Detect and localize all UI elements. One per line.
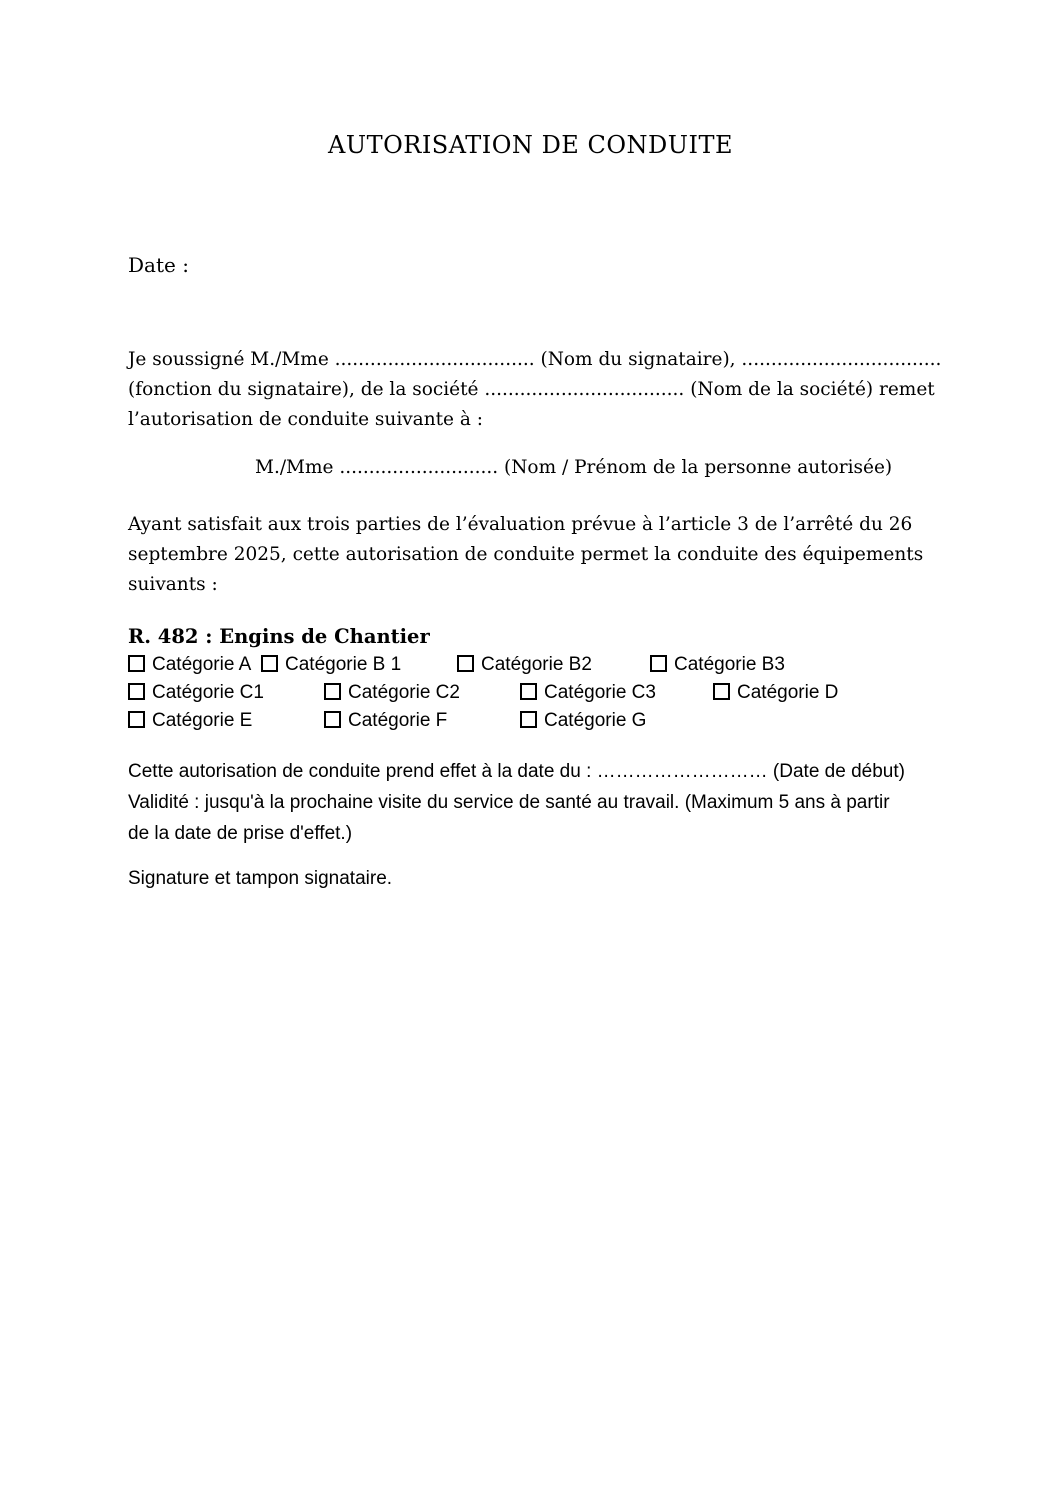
checkbox-icon[interactable] <box>324 683 341 700</box>
evaluation-line-3: suivants : <box>128 574 218 595</box>
category-option-c1[interactable] <box>128 679 324 707</box>
document-title: AUTORISATION DE CONDUITE <box>328 131 733 159</box>
checkbox-icon[interactable] <box>520 711 537 728</box>
checkbox-icon[interactable] <box>324 711 341 728</box>
category-label: Catégorie E <box>152 710 253 731</box>
intro-line-2: (fonction du signataire), de la société .................................. (Nom de la société) remet <box>128 379 935 400</box>
category-label: Catégorie B 1 <box>285 654 402 675</box>
category-option-f[interactable] <box>324 707 520 735</box>
category-label: Catégorie A <box>152 654 252 675</box>
category-option-c3[interactable] <box>520 679 713 707</box>
evaluation-line-1: Ayant satisfait aux trois parties de l’évaluation prévue à l’article 3 de l’arrêté du 26 <box>128 514 913 535</box>
validity-line-3: de la date de prise d'effet.) <box>128 823 353 844</box>
category-option-e[interactable] <box>128 707 324 735</box>
intro-paragraph <box>128 345 942 435</box>
signature-line: Signature et tampon signataire. <box>128 868 393 889</box>
category-option-d[interactable] <box>713 679 838 707</box>
category-label: Catégorie B2 <box>481 654 592 675</box>
checkbox-icon[interactable] <box>261 655 278 672</box>
category-option-b1[interactable] <box>261 651 457 679</box>
date-field-label: Date : <box>128 253 189 277</box>
checkbox-icon[interactable] <box>713 683 730 700</box>
checkbox-icon[interactable] <box>520 683 537 700</box>
category-label: Catégorie B3 <box>674 654 785 675</box>
checkbox-icon[interactable] <box>457 655 474 672</box>
validity-line-2: Validité : jusqu'à la prochaine visite du service de santé au travail. (Maximum 5 ans à partir <box>128 792 890 813</box>
category-option-g[interactable] <box>520 707 646 735</box>
category-label: Catégorie D <box>737 682 839 703</box>
authorized-person-line: M./Mme ........................... (Nom / Prénom de la personne autorisée) <box>255 457 893 478</box>
evaluation-line-2: septembre 2025, cette autorisation de conduite permet la conduite des équipements <box>128 544 924 565</box>
intro-line-3: l’autorisation de conduite suivante à : <box>128 409 484 430</box>
category-label: Catégorie C3 <box>544 682 656 703</box>
evaluation-paragraph <box>128 510 933 600</box>
checkbox-icon[interactable] <box>128 683 145 700</box>
category-label: Catégorie C1 <box>152 682 264 703</box>
category-option-b2[interactable] <box>457 651 650 679</box>
category-row-2 <box>128 679 933 707</box>
category-option-a[interactable] <box>128 651 261 679</box>
intro-line-1: Je soussigné M./Mme .................................. (Nom du signataire), .................................. <box>128 349 942 370</box>
checkbox-icon[interactable] <box>650 655 667 672</box>
validity-paragraph <box>128 756 933 849</box>
category-label: Catégorie G <box>544 710 647 731</box>
category-row-1 <box>128 651 933 679</box>
validity-line-1: Cette autorisation de conduite prend effet à la date du : ……………………… (Date de début) <box>128 761 905 782</box>
section-heading-r482: R. 482 : Engins de Chantier <box>128 625 430 648</box>
checkbox-icon[interactable] <box>128 711 145 728</box>
category-option-c2[interactable] <box>324 679 520 707</box>
category-row-3 <box>128 707 933 735</box>
category-option-b3[interactable] <box>650 651 785 679</box>
checkbox-icon[interactable] <box>128 655 145 672</box>
category-label: Catégorie C2 <box>348 682 460 703</box>
category-label: Catégorie F <box>348 710 448 731</box>
